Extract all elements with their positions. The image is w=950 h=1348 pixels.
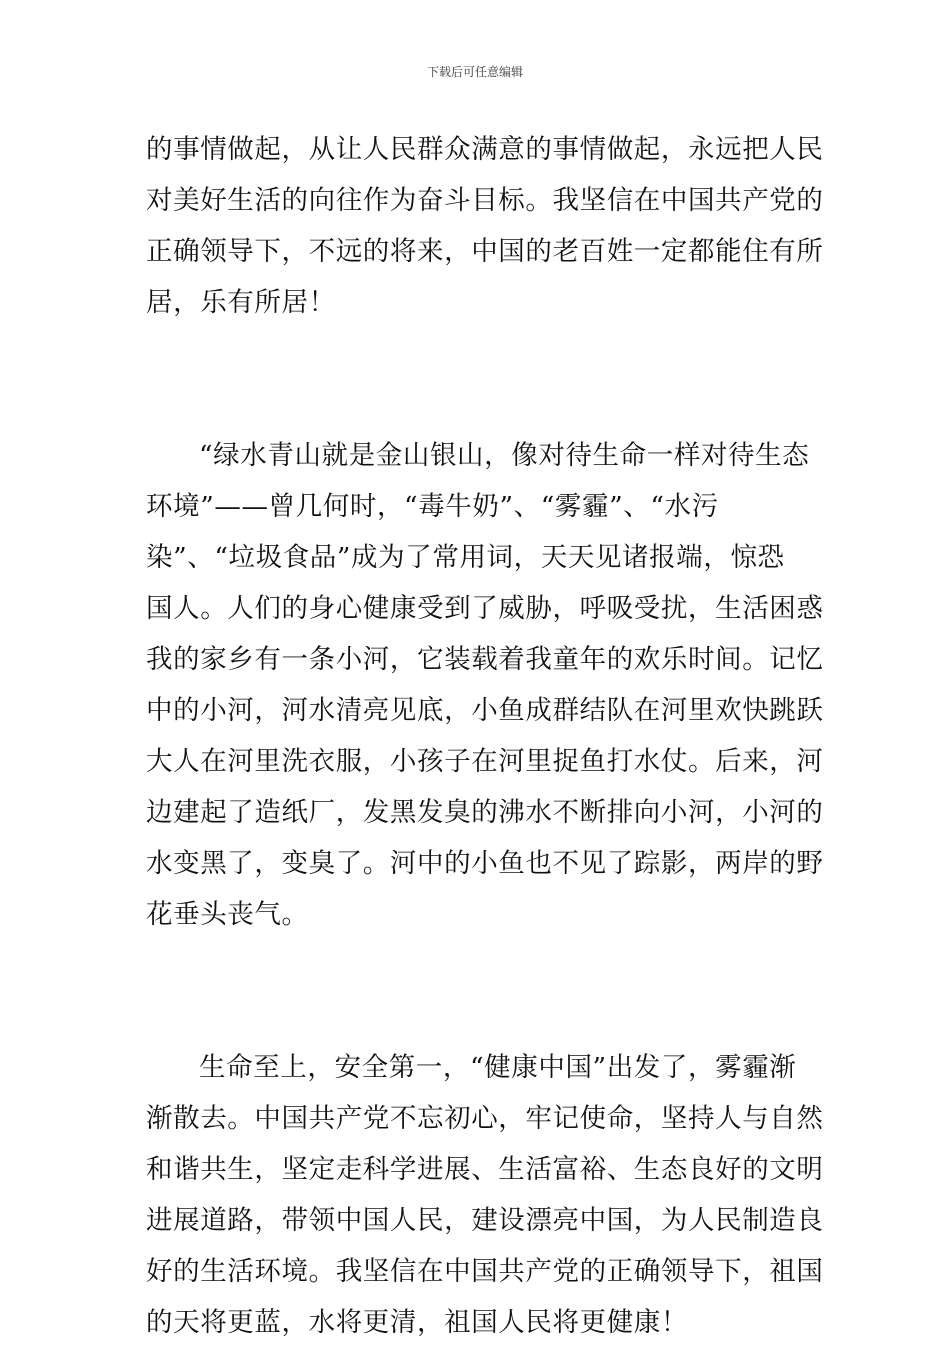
text-line: 国人。人们的身心健康受到了威胁，呼吸受扰，生活困惑 — [146, 593, 824, 624]
text-line: 生命至上，安全第一，“健康中国”出发了，雾霾渐 — [199, 1052, 797, 1083]
paragraph-1 — [146, 124, 824, 328]
paragraph-2 — [146, 430, 824, 940]
text-line: 对美好生活的向往作为奋斗目标。我坚信在中国共产党的 — [146, 185, 824, 216]
paragraph-3 — [146, 1042, 824, 1348]
text-line: 的天将更蓝，水将更清，祖国人民将更健康！ — [146, 1307, 688, 1338]
text-line: 正确领导下，不远的将来，中国的老百姓一定都能住有所 — [146, 236, 824, 267]
text-line: 花垂头丧气。 — [146, 899, 309, 930]
text-line: 中的小河，河水清亮见底，小鱼成群结队在河里欢快跳跃 — [146, 695, 824, 726]
page-header-note: 下载后可任意编辑 — [426, 65, 523, 79]
text-line: 大人在河里洗衣服，小孩子在河里捉鱼打水仗。后来，河 — [146, 746, 824, 777]
text-line: “绿水青山就是金山银山，像对待生命一样对待生态 — [199, 440, 810, 471]
document-body — [146, 124, 824, 1348]
text-line: 渐散去。中国共产党不忘初心，牢记使命，坚持人与自然 — [146, 1103, 824, 1134]
text-line: 边建起了造纸厂，发黑发臭的沸水不断排向小河，小河的 — [146, 797, 824, 828]
text-line: 我的家乡有一条小河，它装载着我童年的欢乐时间。记忆 — [146, 644, 824, 675]
paragraph-gap — [146, 328, 806, 430]
text-line: 好的生活环境。我坚信在中国共产党的正确领导下，祖国 — [146, 1256, 824, 1287]
text-line: 的事情做起，从让人民群众满意的事情做起，永远把人民 — [146, 134, 824, 165]
text-line: 染”、“垃圾食品”成为了常用词，天天见诸报端，惊恐 — [146, 542, 785, 573]
text-line: 居，乐有所居！ — [146, 287, 336, 318]
text-line: 和谐共生，坚定走科学进展、生活富裕、生态良好的文明 — [146, 1154, 824, 1185]
text-line: 环境”——曾几何时，“毒牛奶”、“雾霾”、“水污 — [146, 491, 719, 522]
text-line: 进展道路，带领中国人民，建设漂亮中国，为人民制造良 — [146, 1205, 824, 1236]
text-line: 水变黑了，变臭了。河中的小鱼也不见了踪影，两岸的野 — [146, 848, 824, 879]
paragraph-gap — [146, 940, 806, 1042]
